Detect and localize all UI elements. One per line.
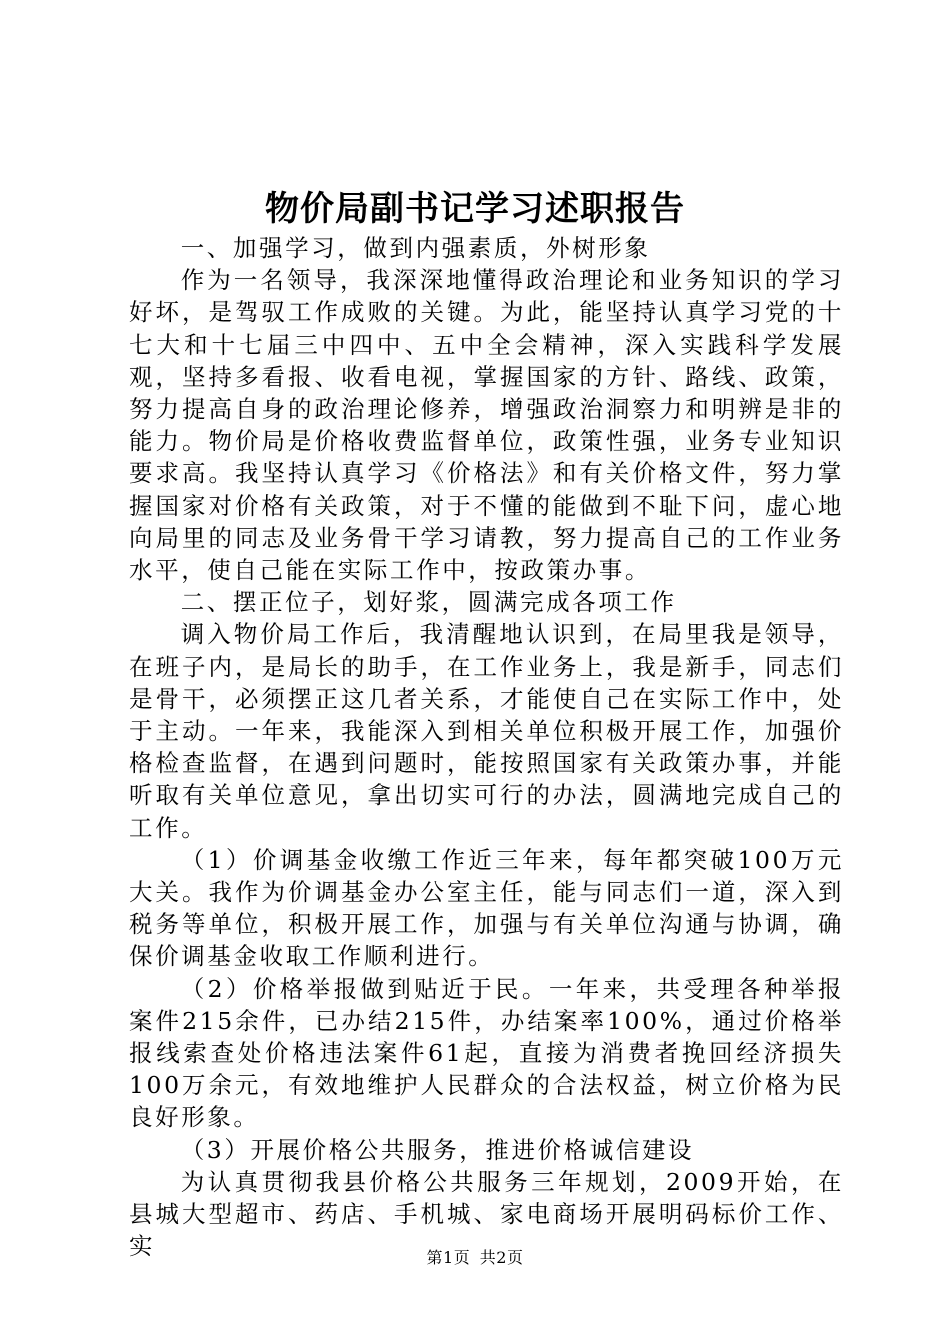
document-title: 物价局副书记学习述职报告 xyxy=(265,189,685,229)
section-heading-2: 二、摆正位子，划好浆，圆满完成各项工作 xyxy=(180,588,677,617)
paragraph: （2）价格举报做到贴近于民。一年来，共受理各种举报案件215余件，已办结215件，办结案率100%，通过价格举报线索查处价格违法案件61起，直接为消费者挽回经济损失100万余元，有效地维护人民群众的合法权益，树立价格为民良好形象。 xyxy=(129,974,844,1132)
paragraph: 调入物价局工作后，我清醒地认识到，在局里我是领导，在班子内，是局长的助手，在工作业务上，我是新手，同志们是骨干，必须摆正这几者关系，才能使自己在实际工作中，处于主动。一年来，我能深入到相关单位积极开展工作，加强价格检查监督，在遇到问题时，能按照国家有关政策办事，并能听取有关单位意见，拿出切实可行的办法，圆满地完成自己的工作。 xyxy=(129,620,844,842)
page-footer xyxy=(0,1246,950,1270)
section-heading-1: 一、加强学习，做到内强素质，外树形象 xyxy=(180,234,651,262)
paragraph: 作为一名领导，我深深地懂得政治理论和业务知识的学习好坏，是驾驭工作成败的关键。为此，能坚持认真学习党的十七大和十七届三中四中、五中全会精神，深入实践科学发展观，坚持多看报、收看电视，掌握国家的方针、路线、政策，努力提高自身的政治理论修养，增强政治洞察力和明辨是非的能力。物价局是价格收费监督单位，政策性强，业务专业知识要求高。我坚持认真学习《价格法》和有关价格文件，努力掌握国家对价格有关政策，对于不懂的能做到不耻下问，虚心地向局里的同志及业务骨干学习请教，努力提高自己的工作业务水平，使自己能在实际工作中，按政策办事。 xyxy=(129,266,844,585)
subsection-heading-3: （3）开展价格公共服务，推进价格诚信建设 xyxy=(180,1135,695,1164)
paragraph: （1）价调基金收缴工作近三年来，每年都突破100万元大关。我作为价调基金办公室主任，能与同志们一道，深入到税务等单位，积极开展工作，加强与有关单位沟通与协调，确保价调基金收取工作顺利进行。 xyxy=(129,845,844,971)
page-total: 共2页 xyxy=(479,1248,524,1267)
page-number: 第1页 xyxy=(426,1248,471,1267)
document-body xyxy=(129,232,844,1263)
paragraph: 为认真贯彻我县价格公共服务三年规划，2009开始，在县城大型超市、药店、手机城、家电商场开展明码标价工作、实 xyxy=(129,1167,844,1261)
